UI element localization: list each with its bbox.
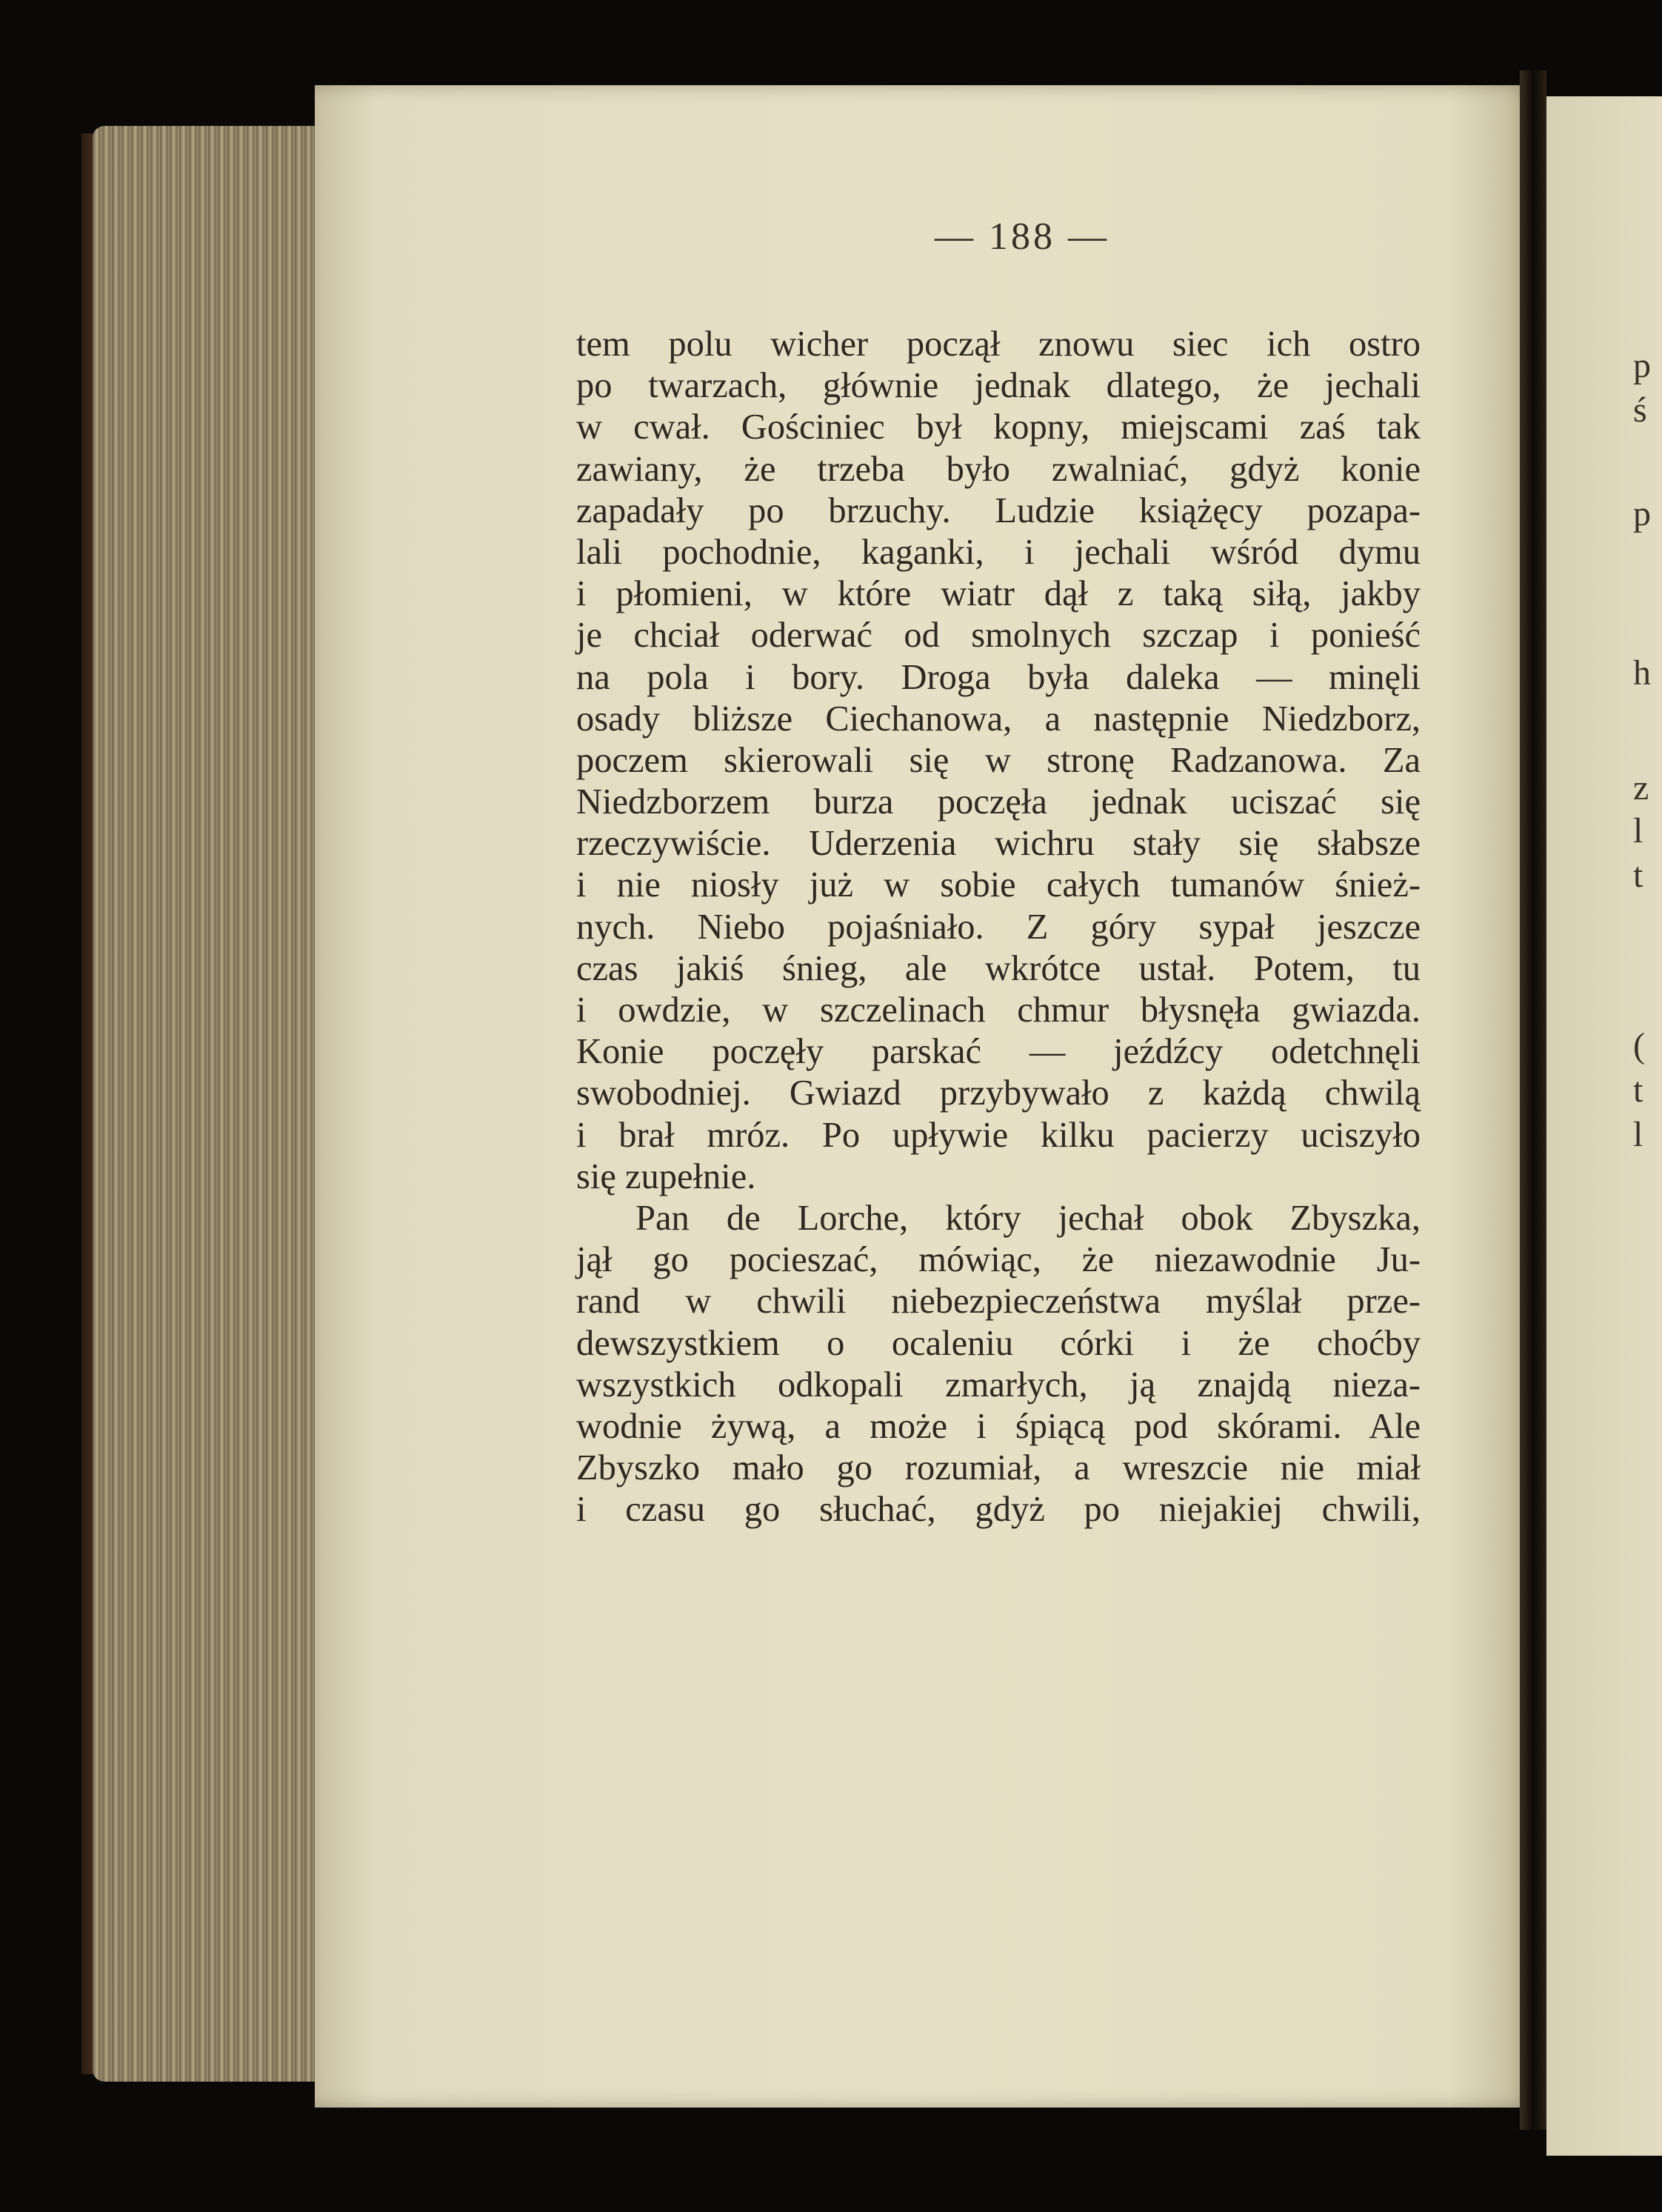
text-line: zapadały po brzuchy. Ludzie książęcy pozapa-	[576, 490, 1421, 530]
next-page-fragment: t	[1633, 856, 1643, 895]
page-text	[576, 324, 1421, 1530]
text-line: jął go pocieszać, mówiąc, że niezawodnie Ju-	[576, 1240, 1421, 1280]
next-page-fragment: p	[1633, 494, 1651, 533]
text-line: i brał mróz. Po upływie kilku pacierzy uciszyło	[576, 1115, 1421, 1155]
next-page-fragment: t	[1633, 1070, 1643, 1110]
text-line: tem polu wicher począł znowu siec ich ostro	[576, 324, 1421, 364]
text-line: rand w chwili niebezpieczeństwa myślał prze-	[576, 1282, 1421, 1322]
text-line: poczem skierowali się w stronę Radzanowa. Za	[576, 740, 1421, 780]
text-line: i czasu go słuchać, gdyż po niejakiej chwili,	[576, 1490, 1421, 1530]
next-page-text-fragments	[1633, 319, 1662, 1207]
page-edges-stack	[93, 126, 322, 2082]
text-line: nych. Niebo pojaśniało. Z góry sypał jeszcze	[576, 907, 1421, 947]
text-line: Zbyszko mało go rozumiał, a wreszcie nie miał	[576, 1448, 1421, 1488]
next-page-fragment: h	[1633, 653, 1651, 693]
text-line: Niedzborzem burza poczęła jednak uciszać się	[576, 782, 1421, 822]
text-line: rzeczywiście. Uderzenia wichru stały się słabsze	[576, 824, 1421, 864]
text-line: swobodniej. Gwiazd przybywało z każdą chwilą	[576, 1073, 1421, 1113]
text-line: w cwał. Gościniec był kopny, miejscami zaś tak	[576, 407, 1421, 447]
text-line: je chciał oderwać od smolnych szczap i ponieść	[576, 616, 1421, 656]
text-line: i owdzie, w szczelinach chmur błysnęła gwiazda.	[576, 990, 1421, 1030]
text-line: się zupełnie.	[576, 1156, 756, 1196]
text-line: lali pochodnie, kaganki, i jechali wśród dymu	[576, 532, 1421, 572]
book-gutter	[1520, 70, 1546, 2130]
text-line: wodnie żywą, a może i śpiącą pod skórami. Ale	[576, 1406, 1421, 1446]
text-line: osady bliższe Ciechanowa, a następnie Niedzborz,	[576, 699, 1421, 739]
text-line: i płomieni, w które wiatr dął z taką siłą, jakby	[576, 574, 1421, 614]
page-number: — 188 —	[935, 216, 1109, 258]
text-line: czas jakiś śnieg, ale wkrótce ustał. Potem, tu	[576, 948, 1421, 988]
text-line: na pola i bory. Droga była daleka — minęli	[576, 657, 1421, 697]
text-line: zawiany, że trzeba było zwalniać, gdyż konie	[576, 449, 1421, 489]
next-page-fragment: z	[1633, 768, 1649, 807]
text-line: po twarzach, głównie jednak dlatego, że jechali	[576, 366, 1421, 406]
next-page-fragment: (	[1633, 1026, 1645, 1065]
next-page-fragment: l	[1633, 1115, 1643, 1154]
text-line: wszystkich odkopali zmarłych, ją znajdą nieza-	[576, 1365, 1421, 1405]
next-page-fragment: p	[1633, 346, 1651, 385]
text-line: Pan de Lorche, który jechał obok Zbyszka,	[635, 1198, 1421, 1238]
next-page-fragment: l	[1633, 811, 1643, 850]
text-line: i nie niosły już w sobie całych tumanów śnież-	[576, 865, 1421, 905]
text-line: dewszystkiem o ocaleniu córki i że choćby	[576, 1323, 1421, 1363]
next-page-fragment: ś	[1633, 390, 1647, 430]
text-line: Konie poczęły parskać — jeźdźcy odetchnęli	[576, 1032, 1421, 1072]
